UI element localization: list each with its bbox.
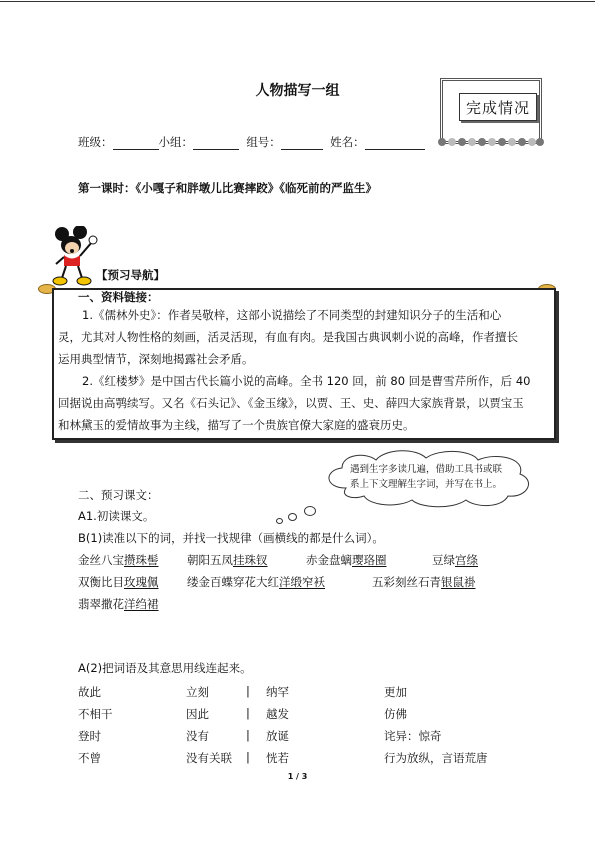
thought-dot-icon [304,506,316,516]
name-blank[interactable] [365,138,425,150]
header-rule [0,1,595,2]
preview-guide-heading: 【预习导航】 [96,268,165,282]
materials-heading: 一、资料链接： [78,290,159,304]
word-item: 金丝八宝攒珠髻 [78,553,159,567]
class-blank[interactable] [113,138,159,150]
materials-box [52,288,556,440]
stamp-frame [440,78,542,144]
mickey-mascot-icon [50,226,98,286]
materials-line: 和林黛玉的爱情故事为主线，描写了一个贵族官僚大家庭的盛衰历史。 [58,418,415,432]
student-info-line [78,134,425,150]
materials-line: 1.《儒林外史》：作者吴敬梓，这部小说描绘了不同类型的封建知识分子的生活和心 [82,308,502,322]
word-item: 缕金百蝶穿花大红洋缎窄袄 [187,575,325,589]
completion-stamp [436,74,546,148]
group-label: 小组： [158,135,193,149]
materials-line: 回据说由高鹗续写。又名《石头记》、《金玉缘》，以贾、王、史、薛四大家族背景，以贾宝玉 [58,396,524,410]
stamp-label: 完成情况 [459,93,537,121]
task-a2: A(2)把词语及其意思用线连起来。 [78,661,252,675]
word-item: 朝阳五凤挂珠钗 [187,553,268,567]
lesson-title: 第一课时：《小嘎子和胖墩儿比赛摔跤》《临死前的严监生》 [78,181,377,195]
group-no-label: 组号： [246,135,281,149]
materials-line: 运用典型情节，深刻地揭露社会矛盾。 [58,352,254,366]
stamp-dots-decoration [436,136,546,148]
word-item: 赤金盘螭璎珞圈 [306,553,387,567]
group-no-blank[interactable] [281,138,323,150]
thought-dot-icon [288,513,297,521]
thought-dot-icon [276,518,283,524]
word-item: 五彩刻丝石青银鼠褂 [372,575,476,589]
page-title: 人物描写一组 [255,83,340,99]
tip-bubble-text: 遇到生字多读几遍，借助工具书或联系上下文理解生字词，并写在书上。 [350,464,503,490]
word-item: 豆绿宫绦 [432,553,478,567]
materials-line: 2.《红楼梦》是中国古代长篇小说的高峰。全书 120 回，前 80 回是曹雪芹所作，后 40 [82,374,531,388]
preview-heading: 二、预习课文： [78,488,159,502]
word-item: 翡翠撒花洋绉裙 [78,597,159,611]
materials-text [58,290,550,436]
class-label: 班级： [78,135,113,149]
materials-line: 灵，尤其对人物性格的刻画，活灵活现，有血有肉。是我国古典讽刺小说的高峰，作者擅长 [58,330,518,344]
group-blank[interactable] [193,138,239,150]
task-b1: B(1)读准以下的词，并找一找规律（画横线的都是什么词）。 [78,531,384,545]
name-label: 姓名： [330,135,365,149]
page-number: 1 / 3 [287,772,308,781]
word-item: 双衡比目玫瑰佩 [78,575,159,589]
task-a1: A1.初读课文。 [78,509,155,523]
